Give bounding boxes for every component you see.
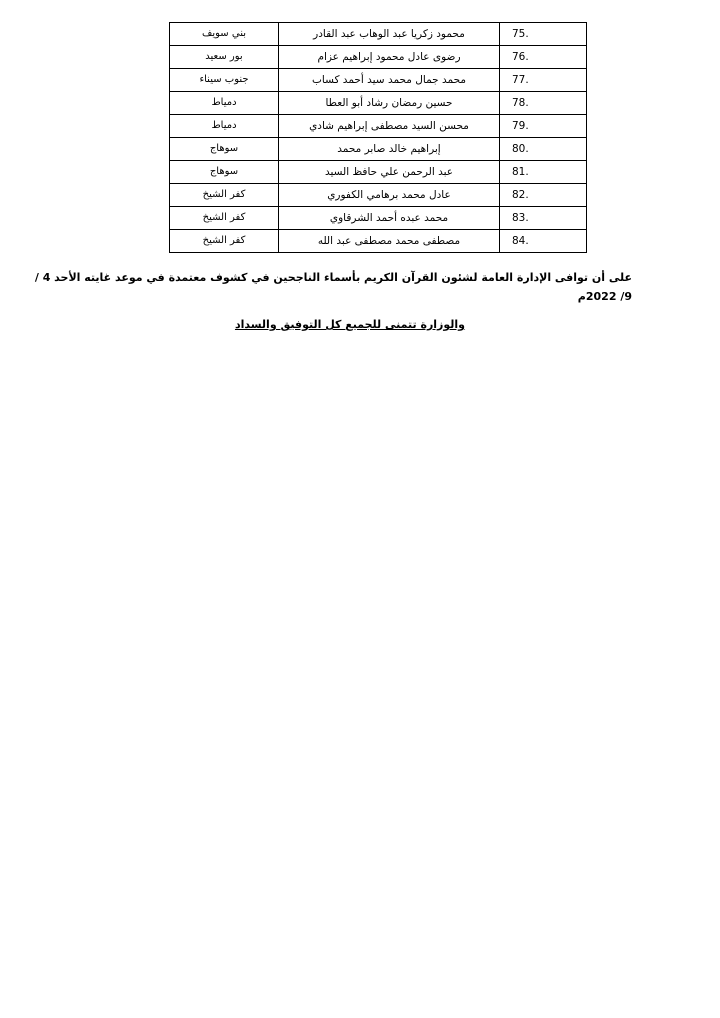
governorate-cell: بني سويف [170, 23, 279, 46]
name-cell: رضوى عادل محمود إبراهيم عزام [279, 46, 500, 69]
notice-line-2: 9/ 2022م [577, 290, 632, 303]
notice-paragraph [34, 268, 632, 306]
name-cell: محمد جمال محمد سيد أحمد كساب [279, 69, 500, 92]
table-row [170, 184, 587, 207]
row-number-cell: 83. [500, 207, 587, 230]
row-number-cell: 78. [500, 92, 587, 115]
results-table [169, 22, 587, 253]
governorate-cell: كفر الشيخ [170, 230, 279, 253]
name-cell: محمود زكريا عبد الوهاب عبد القادر [279, 23, 500, 46]
table-row [170, 46, 587, 69]
governorate-cell: دمياط [170, 115, 279, 138]
row-number-cell: 75. [500, 23, 587, 46]
governorate-cell: سوهاج [170, 161, 279, 184]
governorate-cell: كفر الشيخ [170, 184, 279, 207]
row-number-cell: 79. [500, 115, 587, 138]
name-cell: مصطفى محمد مصطفى عبد الله [279, 230, 500, 253]
name-cell: حسين رمضان رشاد أبو العطا [279, 92, 500, 115]
table-row [170, 230, 587, 253]
table-row [170, 69, 587, 92]
governorate-cell: دمياط [170, 92, 279, 115]
row-number-cell: 77. [500, 69, 587, 92]
governorate-cell: كفر الشيخ [170, 207, 279, 230]
table-row [170, 207, 587, 230]
name-cell: محسن السيد مصطفى إبراهيم شادي [279, 115, 500, 138]
governorate-cell: جنوب سيناء [170, 69, 279, 92]
row-number-cell: 80. [500, 138, 587, 161]
name-cell: عادل محمد برهامي الكفوري [279, 184, 500, 207]
table-row [170, 138, 587, 161]
name-cell: محمد عبده أحمد الشرقاوي [279, 207, 500, 230]
results-table-body [170, 23, 587, 253]
row-number-cell: 84. [500, 230, 587, 253]
table-row [170, 92, 587, 115]
table-row [170, 161, 587, 184]
governorate-cell: سوهاج [170, 138, 279, 161]
closing-statement: والوزارة تتمنى للجميع كل التوفيق والسداد [234, 318, 466, 331]
row-number-cell: 81. [500, 161, 587, 184]
name-cell: إبراهيم خالد صابر محمد [279, 138, 500, 161]
table-row [170, 23, 587, 46]
row-number-cell: 76. [500, 46, 587, 69]
row-number-cell: 82. [500, 184, 587, 207]
notice-line-1: على أن توافى الإدارة العامة لشئون القرآن الكريم بأسماء الناجحين في كشوف معتمدة في موعد غايته الأحد 4 / [34, 271, 632, 284]
governorate-cell: بور سعيد [170, 46, 279, 69]
name-cell: عبد الرحمن علي حافظ السيد [279, 161, 500, 184]
table-row [170, 115, 587, 138]
